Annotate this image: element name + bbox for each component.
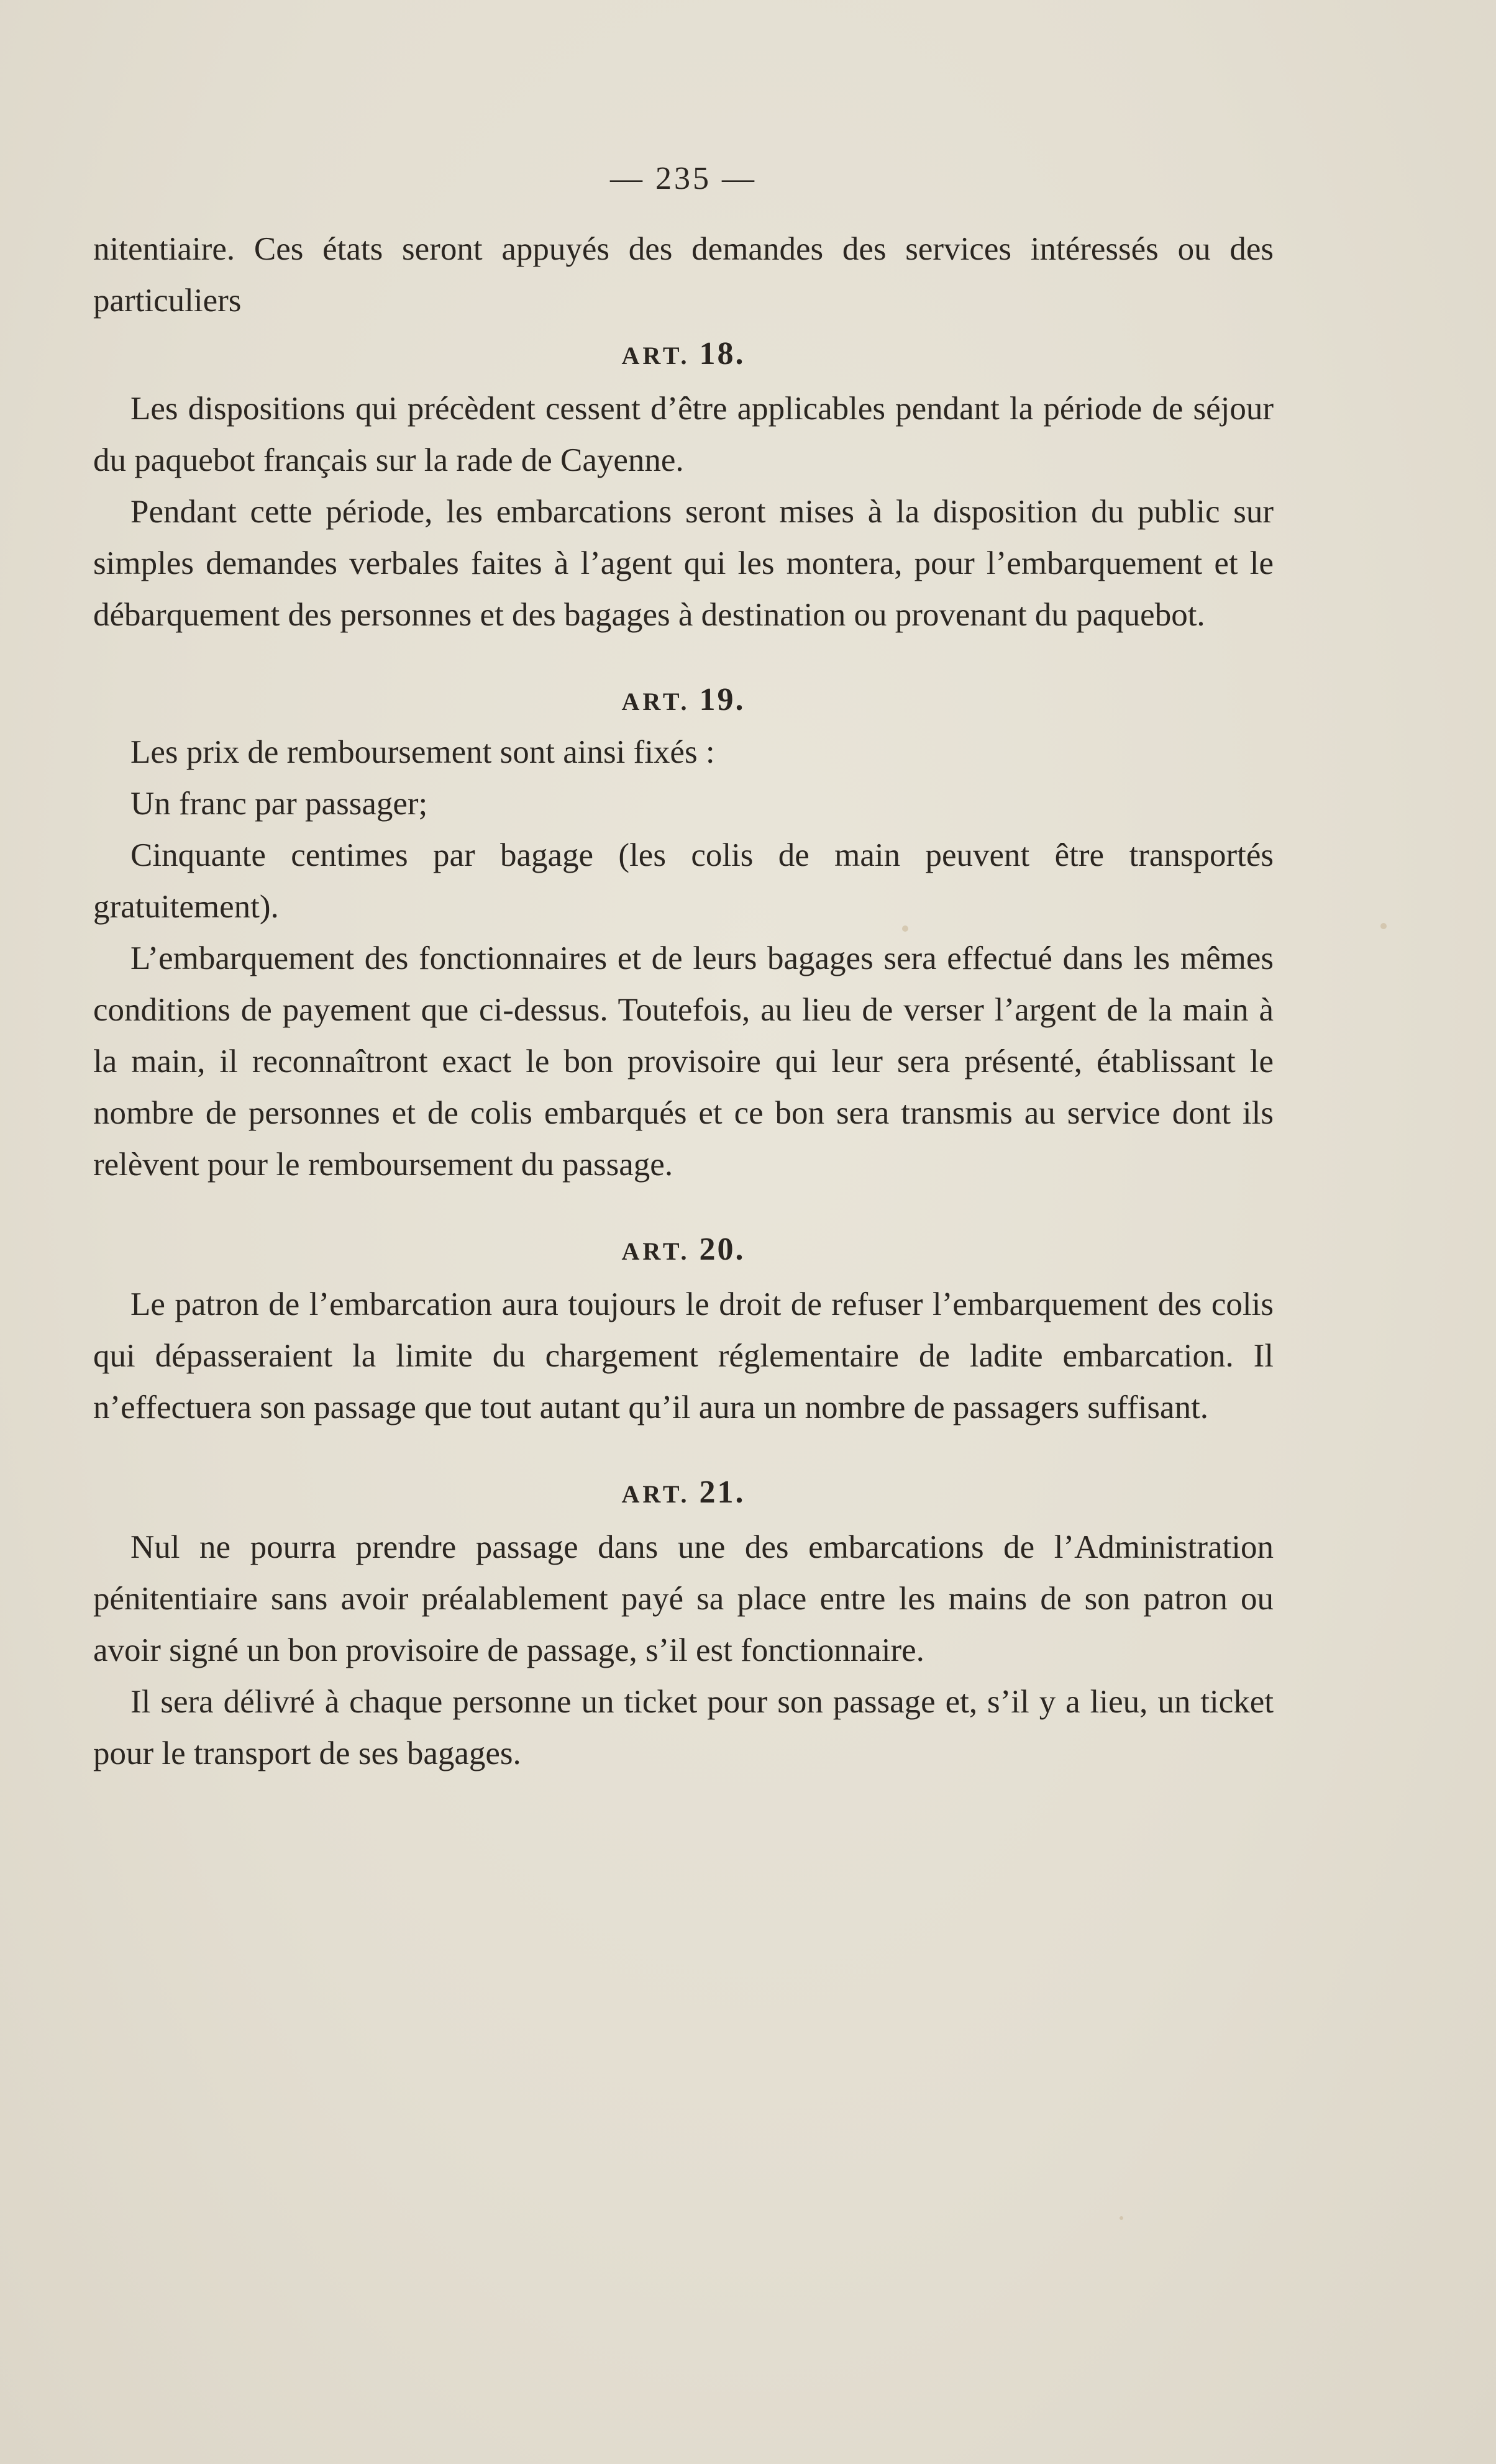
paragraph: Pendant cette période, les embarcations seront mises à la disposition du public sur simples demandes verbales faites à l’agent qui les montera, pour l’embarquement et le débarquement des personnes et des bagages à destination ou provenant du paquebot. — [93, 494, 1274, 633]
paragraph: L’embarquement des fonctionnaires et de leurs bagages sera effectué dans les mêmes conditions de payement que ci-dessus. Toutefois, au lieu de verser l’argent de la main à la main, il reconnaîtront exact le bon provisoire qui leur sera présenté, établissant le nombre de personnes et de colis embarqués et ce bon sera transmis au service dont ils relèvent pour le remboursement du passage. — [93, 940, 1274, 1183]
article-heading-19 — [93, 675, 1274, 727]
paragraph: Le patron de l’embarcation aura toujours le droit de refuser l’embarquement des colis qui dépasseraient la limite du chargement réglementaire de ladite embarcation. Il n’effectuera son passage que tout autant qu’il aura un nombre de passagers suffisant. — [93, 1286, 1274, 1425]
paragraph-continued: nitentiaire. Ces états seront appuyés des demandes des services intéressés ou des particuliers — [93, 231, 1274, 319]
document-body — [93, 224, 1274, 1780]
article-heading-18 — [93, 329, 1274, 381]
article-label: ART. — [621, 342, 690, 370]
article-number: 19. — [699, 682, 746, 717]
paragraph: Il sera délivré à chaque personne un ticket pour son passage et, s’il y a lieu, un ticket pour le transport de ses bagages. — [93, 1684, 1274, 1771]
article-number: 18. — [699, 336, 746, 371]
article-number: 20. — [699, 1232, 746, 1267]
paragraph: Un franc par passager; — [130, 786, 428, 822]
paper-speck — [1120, 2216, 1123, 2220]
paragraph: Les dispositions qui précèdent cessent d’être applicables pendant la période de séjour du paquebot français sur la rade de Cayenne. — [93, 391, 1274, 478]
paragraph: Les prix de remboursement sont ainsi fixés : — [130, 734, 715, 770]
article-heading-20 — [93, 1225, 1274, 1276]
paper-speck — [902, 925, 908, 932]
article-label: ART. — [621, 1480, 690, 1508]
article-heading-21 — [93, 1468, 1274, 1519]
article-number: 21. — [699, 1475, 746, 1510]
paragraph: Nul ne pourra prendre passage dans une des embarcations de l’Administration pénitentiaire sans avoir préalablement payé sa place entre les mains de son patron ou avoir signé un bon provisoire de passage, s’il est fonctionnaire. — [93, 1529, 1274, 1668]
page-number: — 235 — — [610, 161, 757, 196]
article-label: ART. — [621, 688, 690, 716]
paragraph: Cinquante centimes par bagage (les colis de main peuvent être transportés gratuitement). — [93, 837, 1274, 925]
article-label: ART. — [621, 1237, 690, 1265]
paper-speck — [1380, 923, 1387, 929]
